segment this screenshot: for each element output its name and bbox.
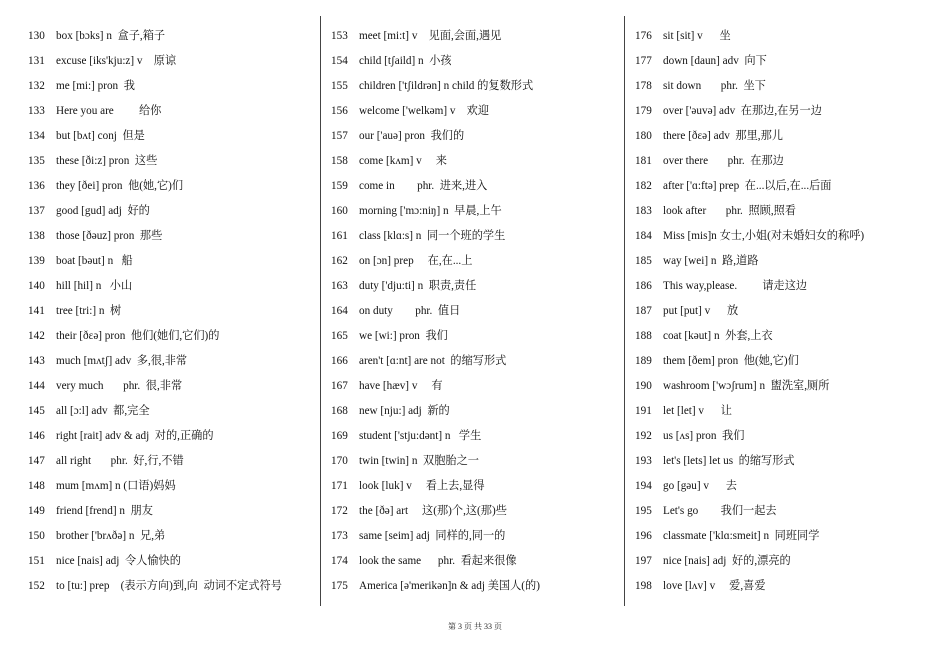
entry-number: 198 [635,580,652,592]
column-divider [320,16,321,606]
vocab-entry [28,524,328,549]
entry-number: 163 [331,280,348,292]
entry-text: to [tu:] prep (表示方向)到,向 动词不定式符号 [56,580,282,592]
entry-text: but [bʌt] conj 但是 [56,130,145,142]
entry-number: 142 [28,330,45,342]
vocab-entry [28,474,328,499]
vocab-entry [28,199,328,224]
entry-text: welcome ['welkəm] v 欢迎 [359,105,490,117]
entry-number: 157 [331,130,348,142]
vocab-entry [28,174,328,199]
vocab-entry [331,499,631,524]
entry-text: same [seim] adj 同样的,同一的 [359,530,506,542]
entry-text: very much phr. 很,非常 [56,380,183,392]
entry-text: there [ðɛə] adv 那里,那儿 [663,130,783,142]
entry-text: us [ʌs] pron 我们 [663,430,745,442]
entry-number: 146 [28,430,45,442]
entry-text: children ['tʃildrən] n child 的复数形式 [359,80,534,92]
vocab-entry [28,549,328,574]
entry-number: 145 [28,405,45,417]
entry-text: tree [tri:] n 树 [56,305,122,317]
entry-text: come [kʌm] v 来 [359,155,447,167]
entry-number: 158 [331,155,348,167]
vocab-entry [635,249,935,274]
entry-number: 136 [28,180,45,192]
entry-number: 183 [635,205,652,217]
vocab-entry [331,74,631,99]
entry-number: 193 [635,455,652,467]
entry-number: 144 [28,380,45,392]
vocab-entry [635,549,935,574]
entry-text: over ['əuvə] adv 在那边,在另一边 [663,105,822,117]
entry-text: hill [hil] n 小山 [56,280,133,292]
vocab-entry [635,49,935,74]
entry-number: 153 [331,30,348,42]
entry-text: over there phr. 在那边 [663,155,784,167]
vocab-entry [331,224,631,249]
vocab-entry [635,474,935,499]
entry-text: me [mi:] pron 我 [56,80,135,92]
entry-number: 165 [331,330,348,342]
entry-number: 154 [331,55,348,67]
entry-text: go [gəu] v 去 [663,480,737,492]
vocab-entry [28,274,328,299]
entry-text: them [ðem] pron 他(她,它)们 [663,355,799,367]
vocab-entry [28,74,328,99]
entry-text: love [lʌv] v 爱,喜爱 [663,580,766,592]
vocab-entry [28,499,328,524]
vocab-entry [331,474,631,499]
vocab-entry [635,499,935,524]
entry-text: coat [kəut] n 外套,上衣 [663,330,773,342]
entry-text: on duty phr. 值日 [359,305,461,317]
entry-number: 175 [331,580,348,592]
entry-text: nice [nais] adj 好的,漂亮的 [663,555,791,567]
entry-number: 162 [331,255,348,267]
vocab-entry [331,274,631,299]
entry-text: look the same phr. 看起来很像 [359,555,517,567]
entry-number: 138 [28,230,45,242]
entry-number: 197 [635,555,652,567]
vocab-entry [28,424,328,449]
entry-text: class [klɑ:s] n 同一个班的学生 [359,230,506,242]
entry-number: 160 [331,205,348,217]
entry-number: 156 [331,105,348,117]
entry-number: 181 [635,155,652,167]
entry-number: 148 [28,480,45,492]
vocab-entry [331,349,631,374]
entry-text: our ['auə] pron 我们的 [359,130,465,142]
vocab-entry [331,549,631,574]
entry-text: morning ['mɔ:niŋ] n 早晨,上午 [359,205,502,217]
entry-number: 174 [331,555,348,567]
entry-number: 184 [635,230,652,242]
vocab-entry [635,424,935,449]
entry-number: 169 [331,430,348,442]
entry-text: classmate ['klɑ:smeit] n 同班同学 [663,530,820,542]
entry-number: 155 [331,80,348,92]
column-divider [624,16,625,606]
entry-number: 179 [635,105,652,117]
entry-text: box [bɔks] n 盒子,箱子 [56,30,166,42]
entry-number: 159 [331,180,348,192]
entry-text: all [ɔ:l] adv 都,完全 [56,405,150,417]
vocab-entry [331,24,631,49]
entry-number: 187 [635,305,652,317]
entry-number: 176 [635,30,652,42]
entry-text: student ['stju:dənt] n 学生 [359,430,482,442]
vocab-entry [28,399,328,424]
vocab-entry [635,24,935,49]
entry-text: Let's go 我们一起去 [663,505,777,517]
entry-text: down [daun] adv 向下 [663,55,767,67]
entry-number: 170 [331,455,348,467]
vocab-entry [635,374,935,399]
entry-text: way [wei] n 路,道路 [663,255,759,267]
vocab-entry [331,49,631,74]
vocab-entry [331,574,631,599]
vocab-entry [635,99,935,124]
vocab-entry [635,174,935,199]
vocab-entry [635,74,935,99]
entry-number: 191 [635,405,652,417]
entry-text: aren't [ɑ:nt] are not 的缩写形式 [359,355,507,367]
vocab-entry [635,349,935,374]
vocab-entry [28,149,328,174]
entry-text: let [let] v 让 [663,405,732,417]
entry-text: twin [twin] n 双胞胎之一 [359,455,479,467]
vocab-column-2 [331,24,631,599]
entry-text: America [ə'merikən]n & adj 美国人(的) [359,580,540,592]
entry-number: 151 [28,555,45,567]
vocab-entry [28,124,328,149]
entry-text: This way,please. 请走这边 [663,280,808,292]
entry-text: nice [nais] adj 令人愉快的 [56,555,181,567]
vocab-entry [28,49,328,74]
entry-number: 139 [28,255,45,267]
entry-number: 149 [28,505,45,517]
page-footer: 第 3 页 共 33 页 [448,622,502,631]
vocab-entry [331,174,631,199]
entry-text: brother ['brʌðə] n 兄,弟 [56,530,166,542]
entry-text: look [luk] v 看上去,显得 [359,480,485,492]
vocab-entry [28,224,328,249]
entry-number: 192 [635,430,652,442]
entry-text: those [ðəuz] pron 那些 [56,230,163,242]
entry-number: 185 [635,255,652,267]
entry-text: all right phr. 好,行,不错 [56,455,184,467]
entry-text: their [ðɛə] pron 他们(她们,它们)的 [56,330,220,342]
entry-text: boat [bəut] n 船 [56,255,133,267]
entry-number: 178 [635,80,652,92]
entry-text: sit [sit] v 坐 [663,30,731,42]
vocab-column-3 [635,24,935,599]
entry-number: 132 [28,80,45,92]
entry-text: meet [mi:t] v 见面,会面,遇见 [359,30,502,42]
entry-number: 141 [28,305,45,317]
entry-number: 133 [28,105,45,117]
entry-number: 194 [635,480,652,492]
vocab-entry [635,449,935,474]
vocab-entry [635,149,935,174]
entry-number: 131 [28,55,45,67]
vocab-entry [635,224,935,249]
entry-number: 147 [28,455,45,467]
vocab-entry [635,574,935,599]
entry-number: 130 [28,30,45,42]
vocab-entry [635,199,935,224]
entry-text: new [nju:] adj 新的 [359,405,450,417]
vocab-entry [28,449,328,474]
entry-number: 195 [635,505,652,517]
entry-text: good [gud] adj 好的 [56,205,150,217]
entry-number: 186 [635,280,652,292]
entry-text: they [ðei] pron 他(她,它)们 [56,180,184,192]
entry-number: 173 [331,530,348,542]
entry-text: excuse [iks'kju:z] v 原谅 [56,55,177,67]
vocab-entry [28,299,328,324]
vocab-entry [28,374,328,399]
vocab-entry [28,99,328,124]
entry-text: friend [frend] n 朋友 [56,505,153,517]
entry-number: 137 [28,205,45,217]
entry-text: Here you are 给你 [56,105,162,117]
entry-number: 172 [331,505,348,517]
entry-text: look after phr. 照顾,照看 [663,205,796,217]
vocab-entry [28,324,328,349]
vocab-entry [28,24,328,49]
entry-text: we [wi:] pron 我们 [359,330,448,342]
entry-text: let's [lets] let us 的缩写形式 [663,455,795,467]
entry-text: washroom ['wɔʃrum] n 盥洗室,厕所 [663,380,830,392]
vocab-entry [331,199,631,224]
vocab-entry [635,124,935,149]
vocab-entry [331,324,631,349]
entry-number: 167 [331,380,348,392]
entry-text: duty ['dju:ti] n 职责,责任 [359,280,477,292]
entry-number: 189 [635,355,652,367]
entry-text: child [tʃaild] n 小孩 [359,55,452,67]
entry-number: 143 [28,355,45,367]
entry-text: right [rait] adv & adj 对的,正确的 [56,430,214,442]
vocab-entry [331,424,631,449]
vocab-column-1 [28,24,328,599]
entry-number: 168 [331,405,348,417]
vocab-entry [635,299,935,324]
vocab-entry [331,149,631,174]
entry-number: 166 [331,355,348,367]
entry-text: Miss [mis]n 女士,小姐(对未婚妇女的称呼) [663,230,865,242]
vocab-entry [331,449,631,474]
entry-number: 180 [635,130,652,142]
vocab-entry [331,249,631,274]
entry-text: have [hæv] v 有 [359,380,443,392]
vocab-entry [331,399,631,424]
vocab-entry [635,274,935,299]
entry-number: 177 [635,55,652,67]
vocab-entry [331,299,631,324]
vocab-entry [635,324,935,349]
entry-number: 152 [28,580,45,592]
vocab-entry [635,524,935,549]
vocab-entry [28,574,328,599]
entry-text: these [ði:z] pron 这些 [56,155,158,167]
entry-text: mum [mʌm] n (口语)妈妈 [56,480,176,492]
vocab-entry [635,399,935,424]
entry-number: 171 [331,480,348,492]
entry-number: 135 [28,155,45,167]
entry-number: 140 [28,280,45,292]
entry-number: 164 [331,305,348,317]
entry-number: 182 [635,180,652,192]
vocab-entry [28,249,328,274]
entry-number: 190 [635,380,652,392]
entry-text: put [put] v 放 [663,305,739,317]
entry-text: after ['ɑ:ftə] prep 在...以后,在...后面 [663,180,832,192]
vocab-entry [331,99,631,124]
entry-text: on [ɔn] prep 在,在...上 [359,255,473,267]
entry-text: much [mʌtʃ] adv 多,很,非常 [56,355,188,367]
vocab-entry [331,124,631,149]
vocab-entry [331,524,631,549]
entry-number: 188 [635,330,652,342]
vocab-entry [28,349,328,374]
entry-text: come in phr. 进来,进入 [359,180,488,192]
entry-number: 161 [331,230,348,242]
vocab-entry [331,374,631,399]
entry-number: 150 [28,530,45,542]
entry-number: 134 [28,130,45,142]
entry-number: 196 [635,530,652,542]
entry-text: sit down phr. 坐下 [663,80,766,92]
entry-text: the [ðə] art 这(那)个,这(那)些 [359,505,507,517]
